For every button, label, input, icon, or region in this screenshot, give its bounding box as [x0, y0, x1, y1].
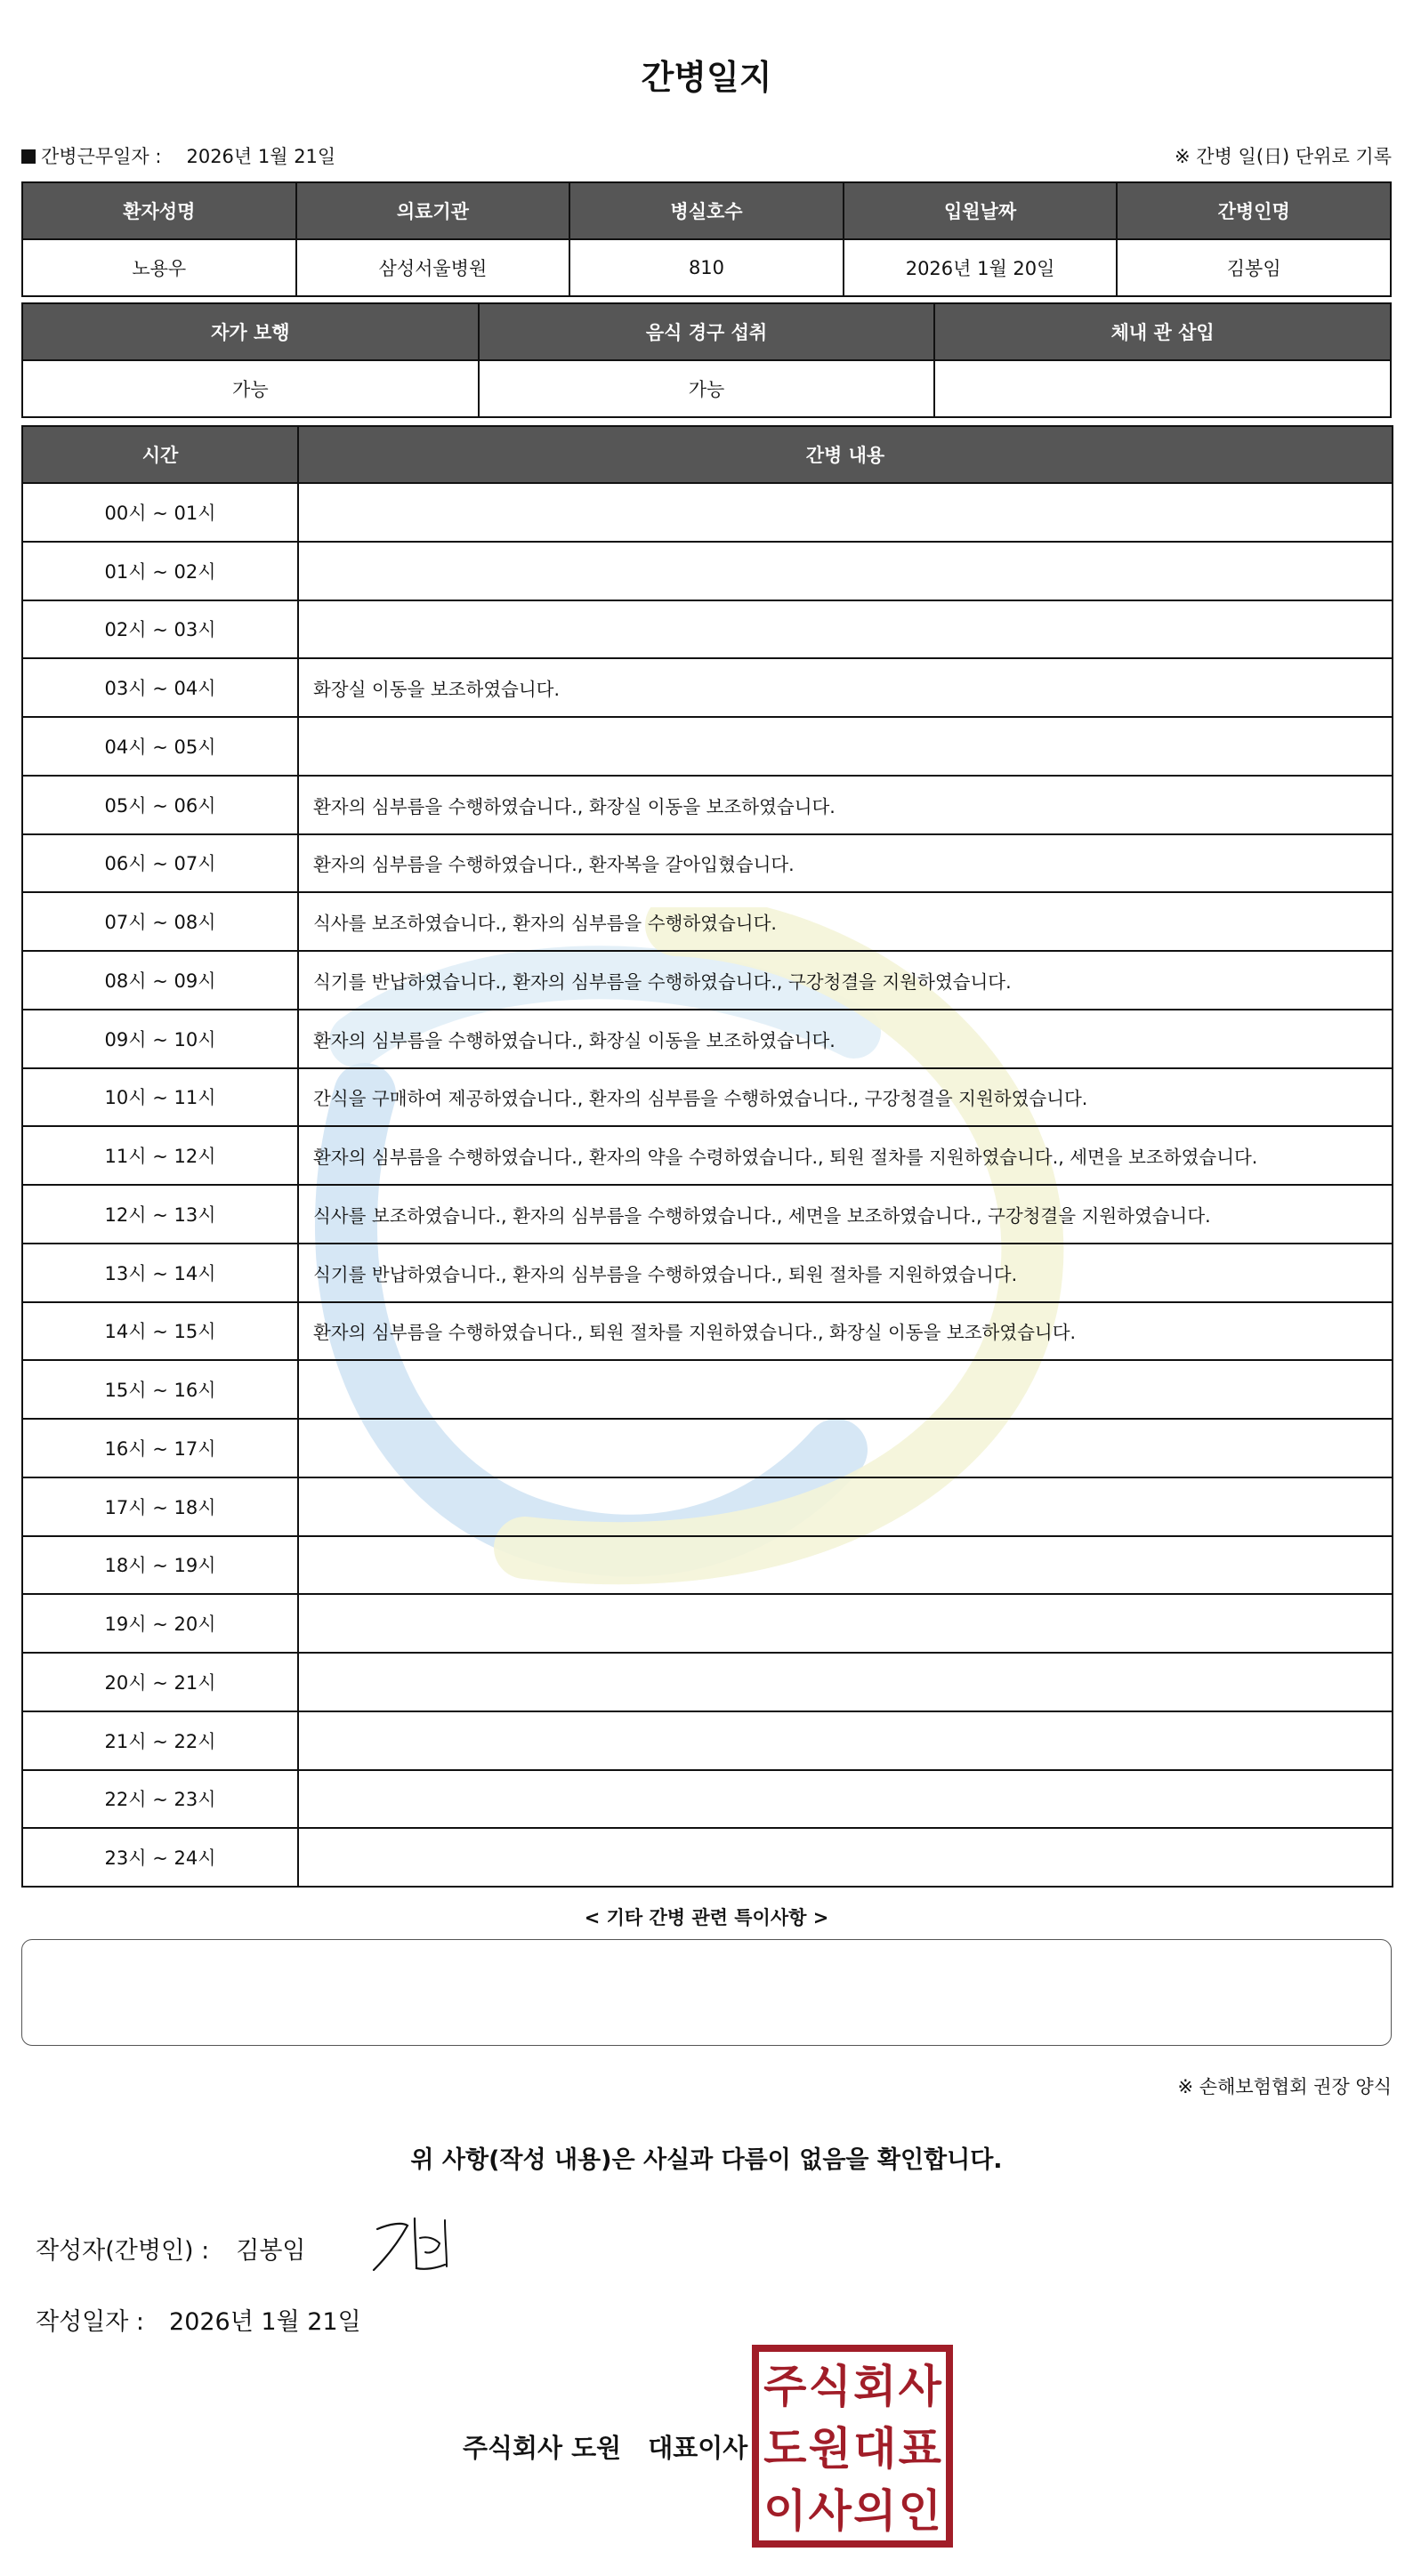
- value-caregiver-name: 김봉임: [1117, 239, 1391, 296]
- work-date-value: 2026년 1월 21일: [186, 146, 336, 167]
- confirmation-statement: 위 사항(작성 내용)은 사실과 다름이 없음을 확인합니다.: [410, 2146, 1003, 2174]
- work-date-label: 간병근무일자 :: [41, 146, 162, 167]
- time-cell: 13시 ~ 14시: [22, 1244, 298, 1302]
- time-cell: 14시 ~ 15시: [22, 1302, 298, 1361]
- patient-info-table: [21, 181, 1392, 297]
- care-content-cell: 환자의 심부름을 수행하였습니다., 화장실 이동을 보조하였습니다.: [298, 1010, 1393, 1068]
- value-hospital: 삼성서울병원: [296, 239, 570, 296]
- seal-character: 회: [853, 2361, 897, 2412]
- header-hospital: 의료기관: [296, 182, 570, 239]
- time-cell: 22시 ~ 23시: [22, 1770, 298, 1829]
- table-row: [22, 658, 1393, 717]
- table-row: [22, 542, 1393, 600]
- header-oral-intake: 음식 경구 섭취: [479, 303, 935, 360]
- time-cell: 06시 ~ 07시: [22, 834, 298, 893]
- table-row: [22, 834, 1393, 893]
- signature: [363, 2211, 461, 2282]
- table-row: [22, 483, 1393, 542]
- table-row: [22, 1594, 1393, 1653]
- care-content-cell: 환자의 심부름을 수행하였습니다., 화장실 이동을 보조하였습니다.: [298, 776, 1393, 834]
- time-cell: 03시 ~ 04시: [22, 658, 298, 717]
- care-content-cell: 식사를 보조하였습니다., 환자의 심부름을 수행하였습니다., 세면을 보조하였습니다., 구강청결을 지원하였습니다.: [298, 1185, 1393, 1244]
- time-cell: 07시 ~ 08시: [22, 892, 298, 951]
- time-cell: 15시 ~ 16시: [22, 1360, 298, 1419]
- care-content-cell: [298, 483, 1393, 542]
- author-label: 작성자(간병인) :: [36, 2237, 210, 2265]
- table-row: [22, 1302, 1393, 1361]
- table-row: [22, 951, 1393, 1010]
- care-content-cell: 환자의 심부름을 수행하였습니다., 환자의 약을 수령하였습니다., 퇴원 절차를 지원하였습니다., 세면을 보조하였습니다.: [298, 1126, 1393, 1185]
- value-tube-insertion: [934, 360, 1391, 417]
- form-note: ※ 손해보험협회 권장 양식: [1177, 2076, 1392, 2097]
- author-line: [36, 2231, 306, 2266]
- time-cell: 05시 ~ 06시: [22, 776, 298, 834]
- company-seal: [752, 2345, 953, 2548]
- author-name: 김봉임: [236, 2237, 306, 2265]
- care-content-cell: [298, 1653, 1393, 1711]
- care-content-cell: 화장실 이동을 보조하였습니다.: [298, 658, 1393, 717]
- header-caregiver-name: 간병인명: [1117, 182, 1391, 239]
- seal-character: 사: [898, 2361, 941, 2412]
- written-date-line: [36, 2302, 361, 2337]
- value-self-walking: 가능: [22, 360, 479, 417]
- seal-character: 의: [853, 2485, 897, 2537]
- status-info-table: [21, 302, 1392, 418]
- time-cell: 02시 ~ 03시: [22, 600, 298, 659]
- header-room-number: 병실호수: [569, 182, 844, 239]
- table-row: [22, 1419, 1393, 1477]
- care-content-cell: [298, 1536, 1393, 1595]
- header-time: 시간: [22, 426, 298, 483]
- care-content-cell: [298, 542, 1393, 600]
- value-room-number: 810: [569, 239, 844, 296]
- time-cell: 23시 ~ 24시: [22, 1828, 298, 1887]
- table-row: [22, 600, 1393, 659]
- record-unit-note: ※ 간병 일(日) 단위로 기록: [1175, 146, 1392, 167]
- care-content-cell: [298, 1419, 1393, 1477]
- time-cell: 16시 ~ 17시: [22, 1419, 298, 1477]
- time-cell: 19시 ~ 20시: [22, 1594, 298, 1653]
- seal-character: 사: [808, 2485, 852, 2537]
- table-row: [22, 776, 1393, 834]
- care-content-cell: [298, 1594, 1393, 1653]
- document-title: 간병일지: [641, 58, 772, 97]
- time-cell: 17시 ~ 18시: [22, 1477, 298, 1536]
- table-row: [22, 1244, 1393, 1302]
- table-row: [22, 1185, 1393, 1244]
- value-oral-intake: 가능: [479, 360, 935, 417]
- time-cell: 04시 ~ 05시: [22, 717, 298, 776]
- seal-character: 표: [898, 2423, 941, 2475]
- seal-character: 원: [808, 2423, 852, 2475]
- work-date-line: [21, 142, 335, 169]
- seal-character: 주: [763, 2361, 807, 2412]
- time-cell: 09시 ~ 10시: [22, 1010, 298, 1068]
- care-content-cell: 식기를 반납하였습니다., 환자의 심부름을 수행하였습니다., 퇴원 절차를 지원하였습니다.: [298, 1244, 1393, 1302]
- time-cell: 12시 ~ 13시: [22, 1185, 298, 1244]
- seal-character: 이: [763, 2485, 807, 2537]
- seal-character: 인: [898, 2485, 941, 2537]
- care-content-cell: 환자의 심부름을 수행하였습니다., 퇴원 절차를 지원하였습니다., 화장실 이동을 보조하였습니다.: [298, 1302, 1393, 1361]
- company-name: 주식회사 도원: [463, 2433, 622, 2463]
- time-cell: 11시 ~ 12시: [22, 1126, 298, 1185]
- table-row: [22, 1360, 1393, 1419]
- seal-character: 식: [808, 2361, 852, 2412]
- care-content-cell: [298, 1360, 1393, 1419]
- header-patient-name: 환자성명: [22, 182, 296, 239]
- remarks-title: < 기타 간병 관련 특이사항 >: [584, 1907, 829, 1928]
- company-line: [463, 2428, 747, 2465]
- care-content-cell: [298, 600, 1393, 659]
- care-content-cell: 간식을 구매하여 제공하였습니다., 환자의 심부름을 수행하였습니다., 구강청결을 지원하였습니다.: [298, 1068, 1393, 1127]
- table-row: [22, 1653, 1393, 1711]
- table-row: [22, 892, 1393, 951]
- table-row: [22, 1477, 1393, 1536]
- table-row: [22, 1770, 1393, 1829]
- seal-character: 도: [763, 2423, 807, 2475]
- table-row: [22, 1126, 1393, 1185]
- time-cell: 08시 ~ 09시: [22, 951, 298, 1010]
- care-content-cell: [298, 1828, 1393, 1887]
- time-cell: 20시 ~ 21시: [22, 1653, 298, 1711]
- time-cell: 01시 ~ 02시: [22, 542, 298, 600]
- header-self-walking: 자가 보행: [22, 303, 479, 360]
- value-patient-name: 노용우: [22, 239, 296, 296]
- table-row: [22, 1068, 1393, 1127]
- remarks-box: [21, 1939, 1392, 2046]
- table-row: [22, 717, 1393, 776]
- time-cell: 00시 ~ 01시: [22, 483, 298, 542]
- written-date-label: 작성일자 :: [36, 2308, 145, 2336]
- square-bullet-icon: [21, 149, 36, 164]
- header-tube-insertion: 체내 관 삽입: [934, 303, 1391, 360]
- representative-title: 대표이사: [648, 2433, 748, 2463]
- seal-character: 대: [853, 2423, 897, 2475]
- table-row: [22, 1828, 1393, 1887]
- time-cell: 21시 ~ 22시: [22, 1711, 298, 1770]
- header-admission-date: 입원날짜: [844, 182, 1118, 239]
- care-content-cell: [298, 1477, 1393, 1536]
- table-row: [22, 1711, 1393, 1770]
- value-admission-date: 2026년 1월 20일: [844, 239, 1118, 296]
- header-care-content: 간병 내용: [298, 426, 1393, 483]
- table-row: [22, 1536, 1393, 1595]
- care-content-cell: [298, 1770, 1393, 1829]
- care-content-cell: 환자의 심부름을 수행하였습니다., 환자복을 갈아입혔습니다.: [298, 834, 1393, 893]
- time-cell: 10시 ~ 11시: [22, 1068, 298, 1127]
- table-row: [22, 1010, 1393, 1068]
- care-content-cell: 식사를 보조하였습니다., 환자의 심부름을 수행하였습니다.: [298, 892, 1393, 951]
- care-content-cell: [298, 717, 1393, 776]
- care-content-cell: [298, 1711, 1393, 1770]
- written-date-value: 2026년 1월 21일: [169, 2308, 361, 2336]
- care-log-table: [21, 425, 1393, 1888]
- time-cell: 18시 ~ 19시: [22, 1536, 298, 1595]
- care-content-cell: 식기를 반납하였습니다., 환자의 심부름을 수행하였습니다., 구강청결을 지원하였습니다.: [298, 951, 1393, 1010]
